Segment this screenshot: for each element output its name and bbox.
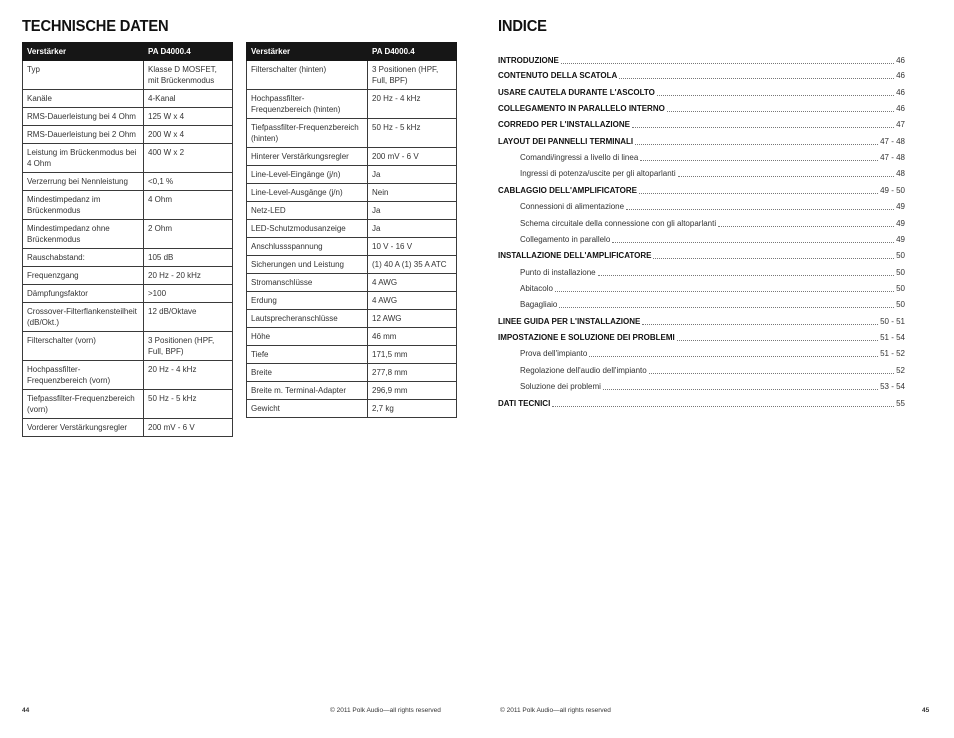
page-title-indice: INDICE	[498, 18, 547, 35]
toc-leader	[552, 400, 894, 407]
table-row	[23, 173, 233, 191]
table-row	[23, 61, 233, 90]
toc-page-number: 49	[896, 219, 905, 228]
table-header-row	[247, 43, 457, 61]
spec-label-cell: Höhe	[247, 328, 368, 346]
spec-value-cell: Klasse D MOSFET, mit Brückenmodus	[144, 61, 233, 90]
spec-label-cell: LED-Schutzmodusanzeige	[247, 220, 368, 238]
toc-page-number: 55	[896, 399, 905, 408]
toc-entry	[498, 87, 905, 98]
spec-label-cell: Lautsprecheranschlüsse	[247, 310, 368, 328]
spec-value-cell: 171,5 mm	[368, 346, 457, 364]
spec-label-cell: Rauschabstand:	[23, 249, 144, 267]
spec-value-cell: 3 Positionen (HPF, Full, BPF)	[368, 61, 457, 90]
toc-entry	[498, 185, 905, 196]
page-number-right: 45	[922, 707, 930, 714]
toc-leader	[667, 105, 894, 112]
table-row	[247, 274, 457, 292]
spec-label-cell: Mindestimpedanz im Brückenmodus	[23, 191, 144, 220]
toc-entry	[520, 234, 905, 245]
toc-label: CONTENUTO DELLA SCATOLA	[498, 71, 618, 80]
spec-label-cell: Tiefpassfilter-Frequenzbereich (hinten)	[247, 119, 368, 148]
toc-page-number: 47	[896, 120, 905, 129]
toc-label: Schema circuitale della connessione con gli altoparlanti	[520, 219, 717, 228]
toc-page-number: 46	[896, 104, 905, 113]
toc-leader	[653, 252, 894, 259]
table-row	[247, 119, 457, 148]
toc-label: Connessioni di alimentazione	[520, 202, 625, 211]
toc-entry	[498, 250, 905, 261]
spec-value-cell: 4-Kanal	[144, 90, 233, 108]
spec-label-cell: Erdung	[247, 292, 368, 310]
table-row	[247, 238, 457, 256]
toc-leader	[555, 285, 894, 292]
toc-page-number: 53 - 54	[880, 382, 905, 391]
toc-leader	[561, 57, 894, 64]
spec-value-cell: 20 Hz - 4 kHz	[144, 361, 233, 390]
table-row	[247, 382, 457, 400]
spec-value-cell: 2 Ohm	[144, 220, 233, 249]
spec-value-cell: Nein	[368, 184, 457, 202]
toc-leader	[619, 72, 894, 79]
toc-label: Punto di installazione	[520, 268, 596, 277]
table-row	[247, 61, 457, 90]
toc-label: IMPOSTAZIONE E SOLUZIONE DEI PROBLEMI	[498, 333, 675, 342]
toc-leader	[677, 334, 878, 341]
table-row	[247, 202, 457, 220]
toc-label: DATI TECNICI	[498, 399, 551, 408]
spec-value-cell: Ja	[368, 166, 457, 184]
toc-leader	[639, 187, 878, 194]
spec-value-cell: 200 W x 4	[144, 126, 233, 144]
toc-entry	[520, 365, 905, 376]
header-cell-label: Verstärker	[247, 43, 368, 61]
toc-leader	[632, 121, 894, 128]
table-row	[23, 332, 233, 361]
toc-leader	[612, 236, 894, 243]
spec-value-cell: 2,7 kg	[368, 400, 457, 418]
header-cell-label: Verstärker	[23, 43, 144, 61]
toc-leader	[718, 220, 894, 227]
toc-page-number: 49	[896, 235, 905, 244]
toc-entry	[498, 103, 905, 114]
toc-page-number: 47 - 48	[880, 137, 905, 146]
toc-entry	[520, 283, 905, 294]
toc-page-number: 50	[896, 300, 905, 309]
copyright-left: © 2011 Polk Audio—all rights reserved	[330, 707, 441, 714]
spec-value-cell: 277,8 mm	[368, 364, 457, 382]
table-row	[23, 191, 233, 220]
table-header-row	[23, 43, 233, 61]
table-row	[247, 292, 457, 310]
spec-value-cell: 12 AWG	[368, 310, 457, 328]
spec-label-cell: Kanäle	[23, 90, 144, 108]
spec-label-cell: Leistung im Brückenmodus bei 4 Ohm	[23, 144, 144, 173]
spec-value-cell: (1) 40 A (1) 35 A ATC	[368, 256, 457, 274]
spec-value-cell: 4 Ohm	[144, 191, 233, 220]
toc-entry	[498, 119, 905, 130]
toc-page-number: 47 - 48	[880, 153, 905, 162]
table-row	[23, 220, 233, 249]
table-row	[247, 256, 457, 274]
toc-page-number: 49 - 50	[880, 186, 905, 195]
toc-entry	[520, 152, 905, 163]
table-row	[23, 285, 233, 303]
toc-leader	[642, 318, 878, 325]
toc-leader	[657, 89, 894, 96]
table-row	[23, 419, 233, 437]
spec-value-cell: 105 dB	[144, 249, 233, 267]
toc-page-number: 46	[896, 71, 905, 80]
header-cell-model: PA D4000.4	[368, 43, 457, 61]
table-row	[23, 361, 233, 390]
toc-entry	[520, 348, 905, 359]
spec-label-cell: Line-Level-Ausgänge (j/n)	[247, 184, 368, 202]
spec-label-cell: Hinterer Verstärkungsregler	[247, 148, 368, 166]
toc-label: INTRODUZIONE	[498, 56, 559, 65]
toc-entry	[498, 55, 905, 66]
toc-page-number: 50 - 51	[880, 317, 905, 326]
spec-value-cell: Ja	[368, 220, 457, 238]
toc-label: Ingressi di potenza/uscite per gli altoparlanti	[520, 169, 676, 178]
spec-label-cell: Tiefe	[247, 346, 368, 364]
toc-page-number: 51 - 52	[880, 349, 905, 358]
header-cell-model: PA D4000.4	[144, 43, 233, 61]
spec-table-1	[22, 42, 233, 437]
spec-value-cell: 50 Hz - 5 kHz	[144, 390, 233, 419]
spec-label-cell: Typ	[23, 61, 144, 90]
table-row	[247, 220, 457, 238]
toc-label: LAYOUT DEI PANNELLI TERMINALI	[498, 137, 634, 146]
spec-value-cell: 12 dB/Oktave	[144, 303, 233, 332]
page-number-left: 44	[22, 707, 30, 714]
toc-leader	[598, 269, 894, 276]
spec-label-cell: RMS-Dauerleistung bei 2 Ohm	[23, 126, 144, 144]
table-row	[247, 328, 457, 346]
toc-leader	[589, 350, 878, 357]
toc-entry	[498, 70, 905, 81]
spec-label-cell: Sicherungen und Leistung	[247, 256, 368, 274]
spec-label-cell: Frequenzgang	[23, 267, 144, 285]
toc-leader	[559, 301, 894, 308]
spec-table-2	[246, 42, 457, 418]
toc-entry	[520, 168, 905, 179]
toc-page-number: 49	[896, 202, 905, 211]
spec-label-cell: Hochpassfilter-Frequenzbereich (hinten)	[247, 90, 368, 119]
toc-entry	[498, 136, 905, 147]
toc-page-number: 51 - 54	[880, 333, 905, 342]
spec-label-cell: Line-Level-Eingänge (j/n)	[247, 166, 368, 184]
table-row	[23, 267, 233, 285]
toc-leader	[649, 367, 894, 374]
toc-leader	[678, 170, 894, 177]
spec-label-cell: Tiefpassfilter-Frequenzbereich (vorn)	[23, 390, 144, 419]
toc-label: Prova dell'impianto	[520, 349, 588, 358]
spec-label-cell: Filterschalter (hinten)	[247, 61, 368, 90]
toc-entry	[520, 299, 905, 310]
toc-label: CORREDO PER L'INSTALLAZIONE	[498, 120, 630, 129]
spec-label-cell: Breite	[247, 364, 368, 382]
toc-label: INSTALLAZIONE DELL'AMPLIFICATORE	[498, 251, 652, 260]
spec-value-cell: 10 V - 16 V	[368, 238, 457, 256]
toc-page-number: 50	[896, 284, 905, 293]
spec-label-cell: Netz-LED	[247, 202, 368, 220]
table-row	[23, 126, 233, 144]
toc-page-number: 46	[896, 56, 905, 65]
spec-value-cell: 4 AWG	[368, 274, 457, 292]
toc-label: LINEE GUIDA PER L'INSTALLAZIONE	[498, 317, 641, 326]
spec-label-cell: Filterschalter (vorn)	[23, 332, 144, 361]
spec-label-cell: Crossover-Filterflankensteilheit (dB/Okt.)	[23, 303, 144, 332]
spec-label-cell: Breite m. Terminal-Adapter	[247, 382, 368, 400]
table-row	[247, 166, 457, 184]
toc-entry	[520, 267, 905, 278]
table-row	[247, 400, 457, 418]
spec-label-cell: Verzerrung bei Nennleistung	[23, 173, 144, 191]
toc-entry	[498, 398, 905, 409]
spec-value-cell: 46 mm	[368, 328, 457, 346]
toc-label: USARE CAUTELA DURANTE L'ASCOLTO	[498, 88, 655, 97]
spec-value-cell: 50 Hz - 5 kHz	[368, 119, 457, 148]
spec-label-cell: Mindestimpedanz ohne Brückenmodus	[23, 220, 144, 249]
spec-label-cell: Gewicht	[247, 400, 368, 418]
page-title-technische-daten: TECHNISCHE DATEN	[22, 18, 169, 35]
spec-label-cell: RMS-Dauerleistung bei 4 Ohm	[23, 108, 144, 126]
spec-value-cell: Ja	[368, 202, 457, 220]
toc-label: CABLAGGIO DELL'AMPLIFICATORE	[498, 186, 637, 195]
toc-leader	[635, 138, 878, 145]
toc-label: COLLEGAMENTO IN PARALLELO INTERNO	[498, 104, 665, 113]
copyright-right: © 2011 Polk Audio—all rights reserved	[500, 707, 611, 714]
table-row	[247, 364, 457, 382]
spec-value-cell: 3 Positionen (HPF, Full, BPF)	[144, 332, 233, 361]
toc-entry	[498, 316, 905, 327]
spec-value-cell: 296,9 mm	[368, 382, 457, 400]
spec-value-cell: 400 W x 2	[144, 144, 233, 173]
toc-label: Soluzione dei problemi	[520, 382, 601, 391]
spec-value-cell: 200 mV - 6 V	[368, 148, 457, 166]
toc-page-number: 48	[896, 169, 905, 178]
toc-page-number: 46	[896, 88, 905, 97]
toc-label: Comandi/ingressi a livello di linea	[520, 153, 639, 162]
toc-leader	[626, 203, 894, 210]
toc-label: Bagagliaio	[520, 300, 558, 309]
table-row	[247, 90, 457, 119]
table-row	[23, 108, 233, 126]
toc-page-number: 50	[896, 251, 905, 260]
toc-page-number: 50	[896, 268, 905, 277]
table-row	[23, 249, 233, 267]
table-row	[247, 148, 457, 166]
spec-value-cell: 4 AWG	[368, 292, 457, 310]
toc-leader	[640, 154, 878, 161]
toc-page-number: 52	[896, 366, 905, 375]
toc-entry	[498, 332, 905, 343]
toc-label: Regolazione dell'audio dell'impianto	[520, 366, 647, 375]
spec-value-cell: 20 Hz - 4 kHz	[368, 90, 457, 119]
table-row	[23, 90, 233, 108]
spec-value-cell: 125 W x 4	[144, 108, 233, 126]
spec-label-cell: Stromanschlüsse	[247, 274, 368, 292]
spec-value-cell: 20 Hz - 20 kHz	[144, 267, 233, 285]
toc-entry	[520, 218, 905, 229]
table-row	[247, 184, 457, 202]
table-row	[247, 346, 457, 364]
table-row	[247, 310, 457, 328]
table-row	[23, 390, 233, 419]
toc-leader	[603, 383, 878, 390]
toc-label: Collegamento in parallelo	[520, 235, 611, 244]
toc-label: Abitacolo	[520, 284, 553, 293]
toc-entry	[520, 201, 905, 212]
spec-value-cell: <0,1 %	[144, 173, 233, 191]
spec-value-cell: >100	[144, 285, 233, 303]
table-row	[23, 303, 233, 332]
spec-label-cell: Vorderer Verstärkungsregler	[23, 419, 144, 437]
table-row	[23, 144, 233, 173]
spec-value-cell: 200 mV - 6 V	[144, 419, 233, 437]
spec-label-cell: Dämpfungsfaktor	[23, 285, 144, 303]
spec-label-cell: Hochpassfilter-Frequenzbereich (vorn)	[23, 361, 144, 390]
spec-label-cell: Anschlussspannung	[247, 238, 368, 256]
toc-entry	[520, 381, 905, 392]
